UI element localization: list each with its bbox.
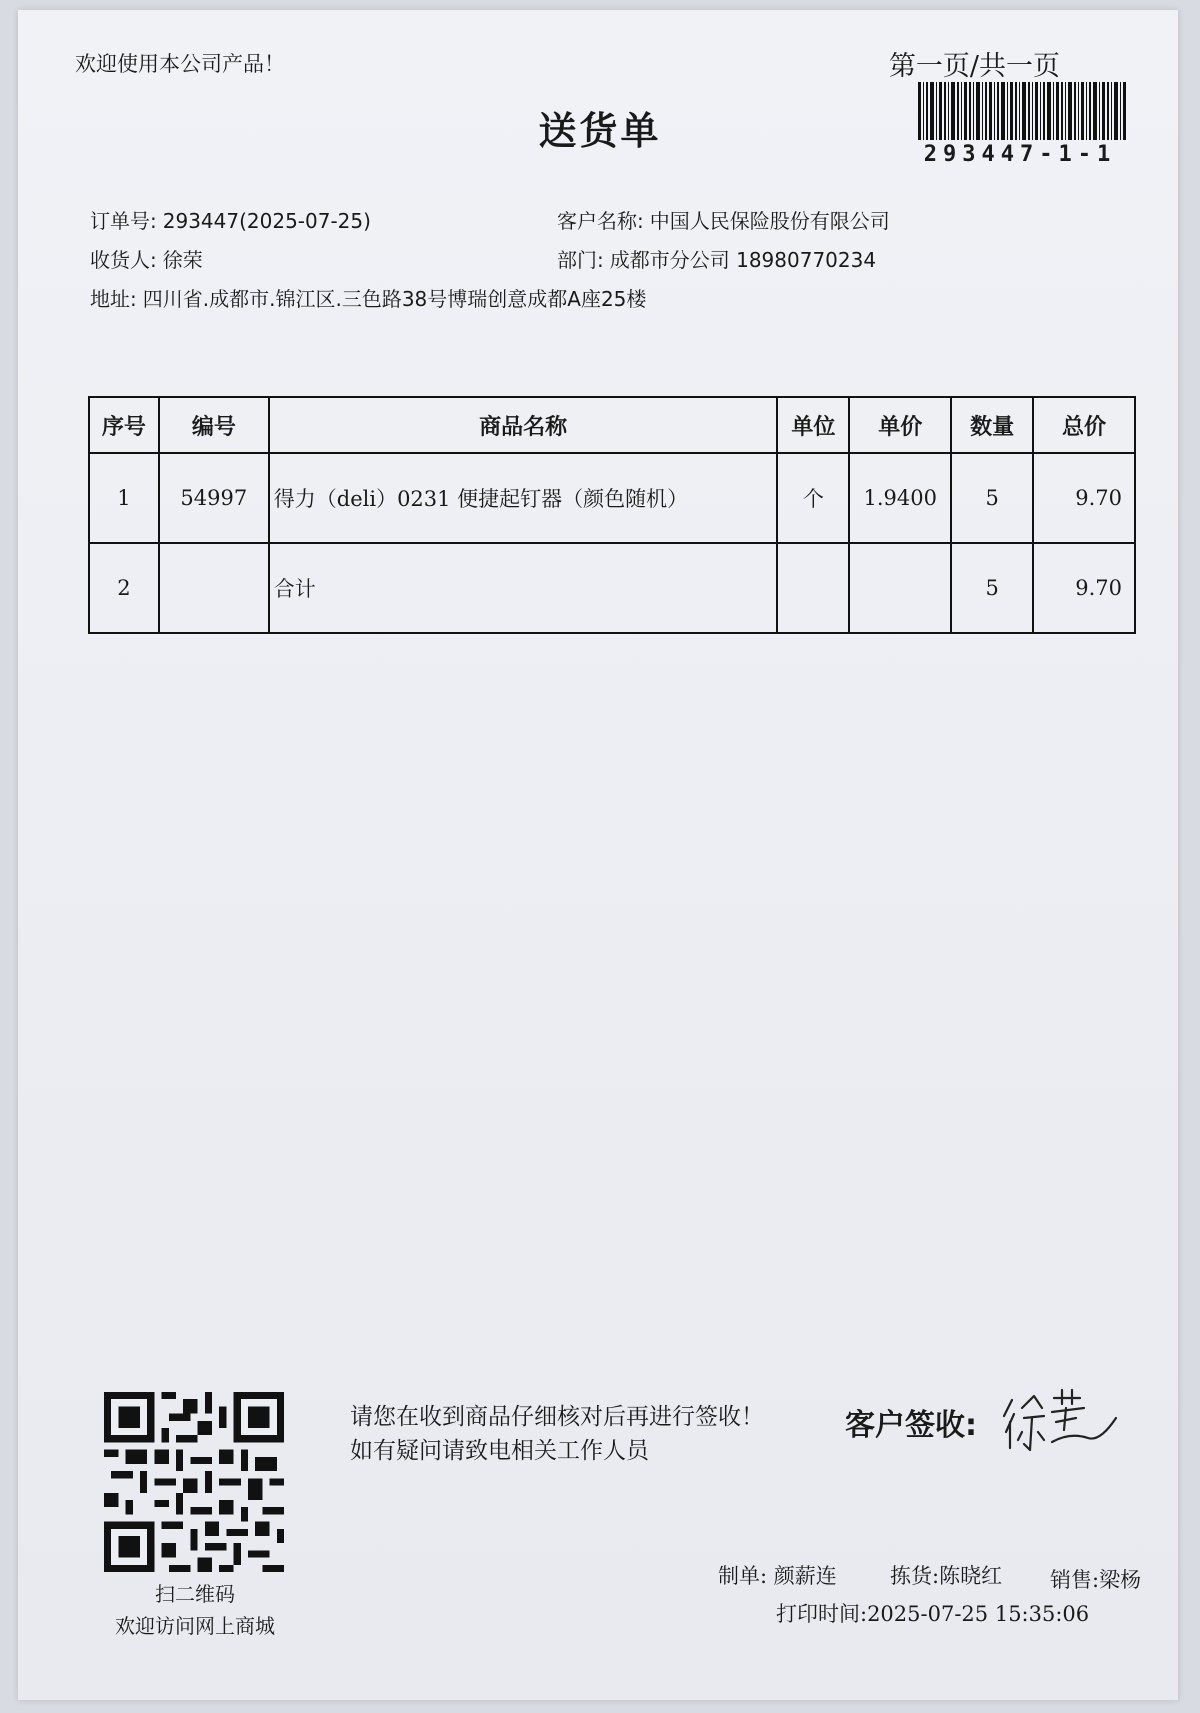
barcode-number: 293447-1-1 <box>923 142 1117 167</box>
header-total: 总价 <box>1033 397 1135 453</box>
receiver-label: 收货人: <box>90 248 157 272</box>
print-time: 打印时间:2025-07-25 15:35:06 <box>776 1602 1090 1626</box>
order-number-value: 293447(2025-07-25) <box>162 209 371 233</box>
customer-signature-label: 客户签收: <box>845 1408 977 1443</box>
receipt-notice: 请您在收到商品仔细核对后再进行签收！如有疑问请致电相关工作人员 <box>350 1404 764 1464</box>
maker-info: 制单: 颜薪连 <box>718 1564 837 1588</box>
cell-total: 9.70 <box>1033 543 1135 633</box>
cell-code <box>159 543 269 633</box>
cell-quantity: 5 <box>951 543 1033 633</box>
cell-unit-price <box>849 543 951 633</box>
page-indicator: 第一页/共一页 <box>888 51 1060 82</box>
cell-total: 9.70 <box>1033 453 1135 543</box>
document-title: 送货单 <box>538 109 662 153</box>
address-label: 地址: <box>90 287 137 311</box>
receiver-value: 徐荣 <box>162 248 203 272</box>
department-field <box>557 244 876 273</box>
customer-name-value: 中国人民保险股份有限公司 <box>649 209 890 233</box>
department-label: 部门: <box>557 248 604 272</box>
customer-name-label: 客户名称: <box>557 209 644 233</box>
table-header-row <box>89 397 1135 453</box>
cell-product-name: 得力（deli）0231 便捷起钉器（颜色随机） <box>269 453 778 543</box>
sales-info: 销售:梁杨 <box>1050 1568 1142 1592</box>
header-unit-price: 单价 <box>849 397 951 453</box>
items-table <box>88 396 1136 634</box>
cell-quantity: 5 <box>951 453 1033 543</box>
department-value: 成都市分公司 18980770234 <box>609 248 877 272</box>
barcode-image <box>918 82 1126 140</box>
header-product-name: 商品名称 <box>269 397 778 453</box>
welcome-text: 欢迎使用本公司产品！ <box>75 52 285 76</box>
header-seq: 序号 <box>89 397 159 453</box>
picker-info: 拣货:陈晓红 <box>890 1564 1003 1588</box>
cell-code: 54997 <box>159 453 269 543</box>
cell-unit: 个 <box>777 453 849 543</box>
table-row <box>89 543 1135 633</box>
address-value: 四川省.成都市.锦江区.三色路38号博瑞创意成都A座25楼 <box>142 287 647 311</box>
address-field <box>90 283 646 312</box>
cell-unit-price: 1.9400 <box>849 453 951 543</box>
receiver-field <box>90 244 203 273</box>
cell-seq: 1 <box>89 453 159 543</box>
qr-caption-visit: 欢迎访问网上商城 <box>115 1614 275 1638</box>
qr-caption-scan: 扫二维码 <box>155 1582 235 1606</box>
cell-seq: 2 <box>89 543 159 633</box>
header-code: 编号 <box>159 397 269 453</box>
handwritten-signature <box>1000 1378 1120 1458</box>
order-number-field <box>90 205 371 234</box>
customer-name-field <box>557 205 890 234</box>
cell-unit <box>777 543 849 633</box>
qr-code-image[interactable] <box>104 1392 284 1572</box>
header-unit: 单位 <box>777 397 849 453</box>
table-row <box>89 453 1135 543</box>
header-quantity: 数量 <box>951 397 1033 453</box>
cell-product-name: 合计 <box>269 543 778 633</box>
order-number-label: 订单号: <box>90 209 157 233</box>
